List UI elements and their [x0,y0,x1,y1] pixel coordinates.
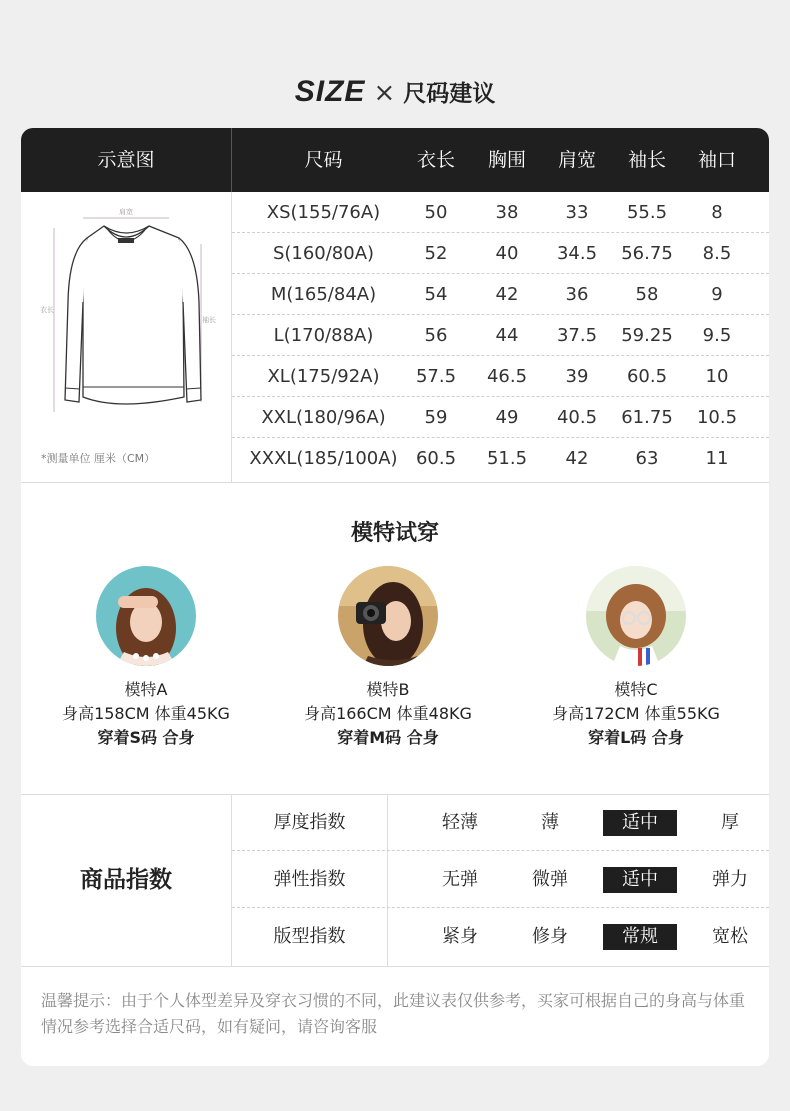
cell-shoulder: 37.5 [556,325,598,346]
cell-shoulder: 34.5 [556,243,598,264]
cell-sleeve-length: 60.5 [626,366,668,387]
index-option [685,794,769,851]
index-option [415,908,505,965]
cell-size: S(160/80A) [272,243,375,264]
index-option-label: 轻薄 [442,812,478,833]
cross-separator: × [373,78,396,108]
cell-cuff: 9.5 [702,325,732,346]
cell-cuff: 8 [711,202,723,223]
cell-size: M(165/84A) [270,284,377,305]
cell-length: 56 [424,325,448,346]
page-title: 尺码建议 [403,81,496,107]
index-row [232,794,769,851]
cell-size: XL(175/92A) [267,366,380,387]
index-option-label: 适中 [603,810,677,836]
index-option-label: 无弹 [442,869,478,890]
cell-size: XS(155/76A) [266,202,381,223]
cell-shoulder: 39 [565,366,589,387]
size-row [232,397,769,438]
section-divider [21,482,769,483]
index-label: 厚度指数 [273,812,346,833]
cell-length: 60.5 [415,448,457,469]
cell-length: 52 [424,243,448,264]
index-option-label: 薄 [541,812,559,833]
diagram-header: 示意图 [97,149,155,171]
index-option-label: 适中 [603,867,677,893]
index-option [505,851,595,908]
size-row [232,233,769,274]
model-c-name: 模特C [614,680,658,699]
model-a-wear: 穿着S码 合身 [97,728,195,747]
index-option [685,908,769,965]
model-b-avatar [338,566,438,666]
cell-chest: 40 [495,243,519,264]
index-option [685,851,769,908]
cell-chest: 49 [495,407,519,428]
index-option-label: 修身 [532,926,568,947]
cell-sleeve-length: 58 [635,284,659,305]
index-option-label: 微弹 [532,869,568,890]
col-cuff: 袖口 [697,149,736,171]
models-title: 模特试穿 [350,521,439,546]
index-option-label: 厚 [721,812,739,833]
index-option [505,908,595,965]
cell-cuff: 11 [705,448,729,469]
col-shoulder: 肩宽 [557,149,596,171]
tip-text: 温馨提示：由于个人体型差异及穿衣习惯的不同，此建议表仅供参考，买家可根据自己的身高与体重情况参考选择合适尺码，如有疑问，请咨询客服 [41,991,746,1036]
size-row [232,315,769,356]
index-option [505,794,595,851]
index-option-selected [595,851,685,908]
index-bottom-divider [21,966,769,967]
index-option-label: 紧身 [442,926,478,947]
index-label: 弹性指数 [273,869,346,890]
size-card [21,128,769,1066]
cell-chest: 38 [495,202,519,223]
size-row [232,192,769,233]
cell-sleeve-length: 59.25 [621,325,673,346]
model-b-name: 模特B [366,680,410,699]
brand-text: SIZE [294,75,366,108]
index-row [232,851,769,908]
index-option-label: 常规 [603,924,677,950]
cell-chest: 46.5 [486,366,528,387]
cell-chest: 42 [495,284,519,305]
col-length: 衣长 [416,149,455,171]
cell-shoulder: 40.5 [556,407,598,428]
model-card-c [516,566,756,750]
cell-cuff: 10.5 [696,407,738,428]
cell-cuff: 10 [705,366,729,387]
cell-size: XXL(180/96A) [261,407,386,428]
cell-length: 57.5 [415,366,457,387]
index-label: 版型指数 [273,926,346,947]
label-sleeve: 袖长 [202,316,216,324]
size-table-header [21,128,769,192]
sweatshirt-icon [21,192,231,442]
cell-length: 59 [424,407,448,428]
cell-cuff: 8.5 [702,243,732,264]
cell-sleeve-length: 56.75 [621,243,673,264]
col-sleeve-length: 袖长 [627,149,666,171]
model-a-avatar [96,566,196,666]
index-title: 商品指数 [80,867,172,893]
model-c-avatar [586,566,686,666]
model-b-wear: 穿着M码 合身 [337,728,439,747]
cell-shoulder: 33 [565,202,589,223]
sweatshirt-diagram [21,192,231,482]
model-c-wear: 穿着L码 合身 [588,728,684,747]
index-row [232,908,769,965]
index-option [415,851,505,908]
model-card-a [26,566,266,750]
cell-sleeve-length: 55.5 [626,202,668,223]
unit-note: *测量单位 厘米（CM） [41,452,156,465]
size-row [232,274,769,315]
model-c-stats: 身高172CM 体重55KG [552,704,720,723]
cell-size: L(170/88A) [273,325,374,346]
size-row [232,438,769,479]
cell-chest: 51.5 [486,448,528,469]
cell-length: 54 [424,284,448,305]
index-option [415,794,505,851]
col-chest: 胸围 [487,149,526,171]
cell-chest: 44 [495,325,519,346]
cell-length: 50 [424,202,448,223]
label-shoulder: 肩宽 [119,208,133,216]
label-length: 衣长 [40,306,54,314]
cell-sleeve-length: 61.75 [621,407,673,428]
cell-shoulder: 42 [565,448,589,469]
index-option-selected [595,908,685,965]
cell-cuff: 9 [711,284,723,305]
model-a-stats: 身高158CM 体重45KG [62,704,230,723]
model-b-stats: 身高166CM 体重48KG [304,704,472,723]
col-size: 尺码 [304,149,343,171]
index-option-label: 弹力 [712,869,748,890]
index-option-label: 宽松 [712,926,748,947]
index-option-selected [595,794,685,851]
size-row [232,356,769,397]
cell-sleeve-length: 63 [635,448,659,469]
cell-shoulder: 36 [565,284,589,305]
page-header [0,72,790,112]
cell-size: XXXL(185/100A) [249,448,398,469]
model-a-name: 模特A [124,680,168,699]
model-card-b [268,566,508,750]
